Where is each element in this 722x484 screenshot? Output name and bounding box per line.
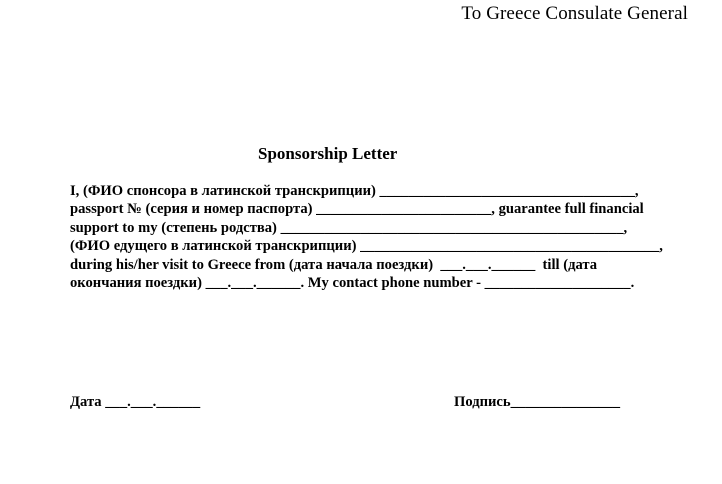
body-line-passport: passport № (серия и номер паспорта) ________________________, guarantee full financial	[70, 201, 644, 218]
body-line-sponsor-name: I, (ФИО спонсора в латинской транскрипции) ___________________________________,	[70, 183, 639, 199]
letter-body	[70, 182, 663, 292]
body-line-relationship: support to my (степень родства) _______________________________________________,	[70, 219, 628, 236]
signature-field: Подпись_______________	[454, 394, 621, 410]
document-title: Sponsorship Letter	[258, 144, 398, 163]
body-line-traveler-name: (ФИО едущего в латинской транскрипции) _________________________________________,	[70, 238, 663, 255]
addressee-line: To Greece Consulate General	[461, 3, 688, 24]
date-field: Дата ___.___.______	[70, 394, 201, 410]
body-line-contact-phone: окончания поездки) ___.___.______. My contact phone number - ____________________.	[70, 274, 635, 291]
body-line-visit-dates: during his/her visit to Greece from (дата начала поездки) ___.___.______ till (дата	[70, 256, 598, 273]
